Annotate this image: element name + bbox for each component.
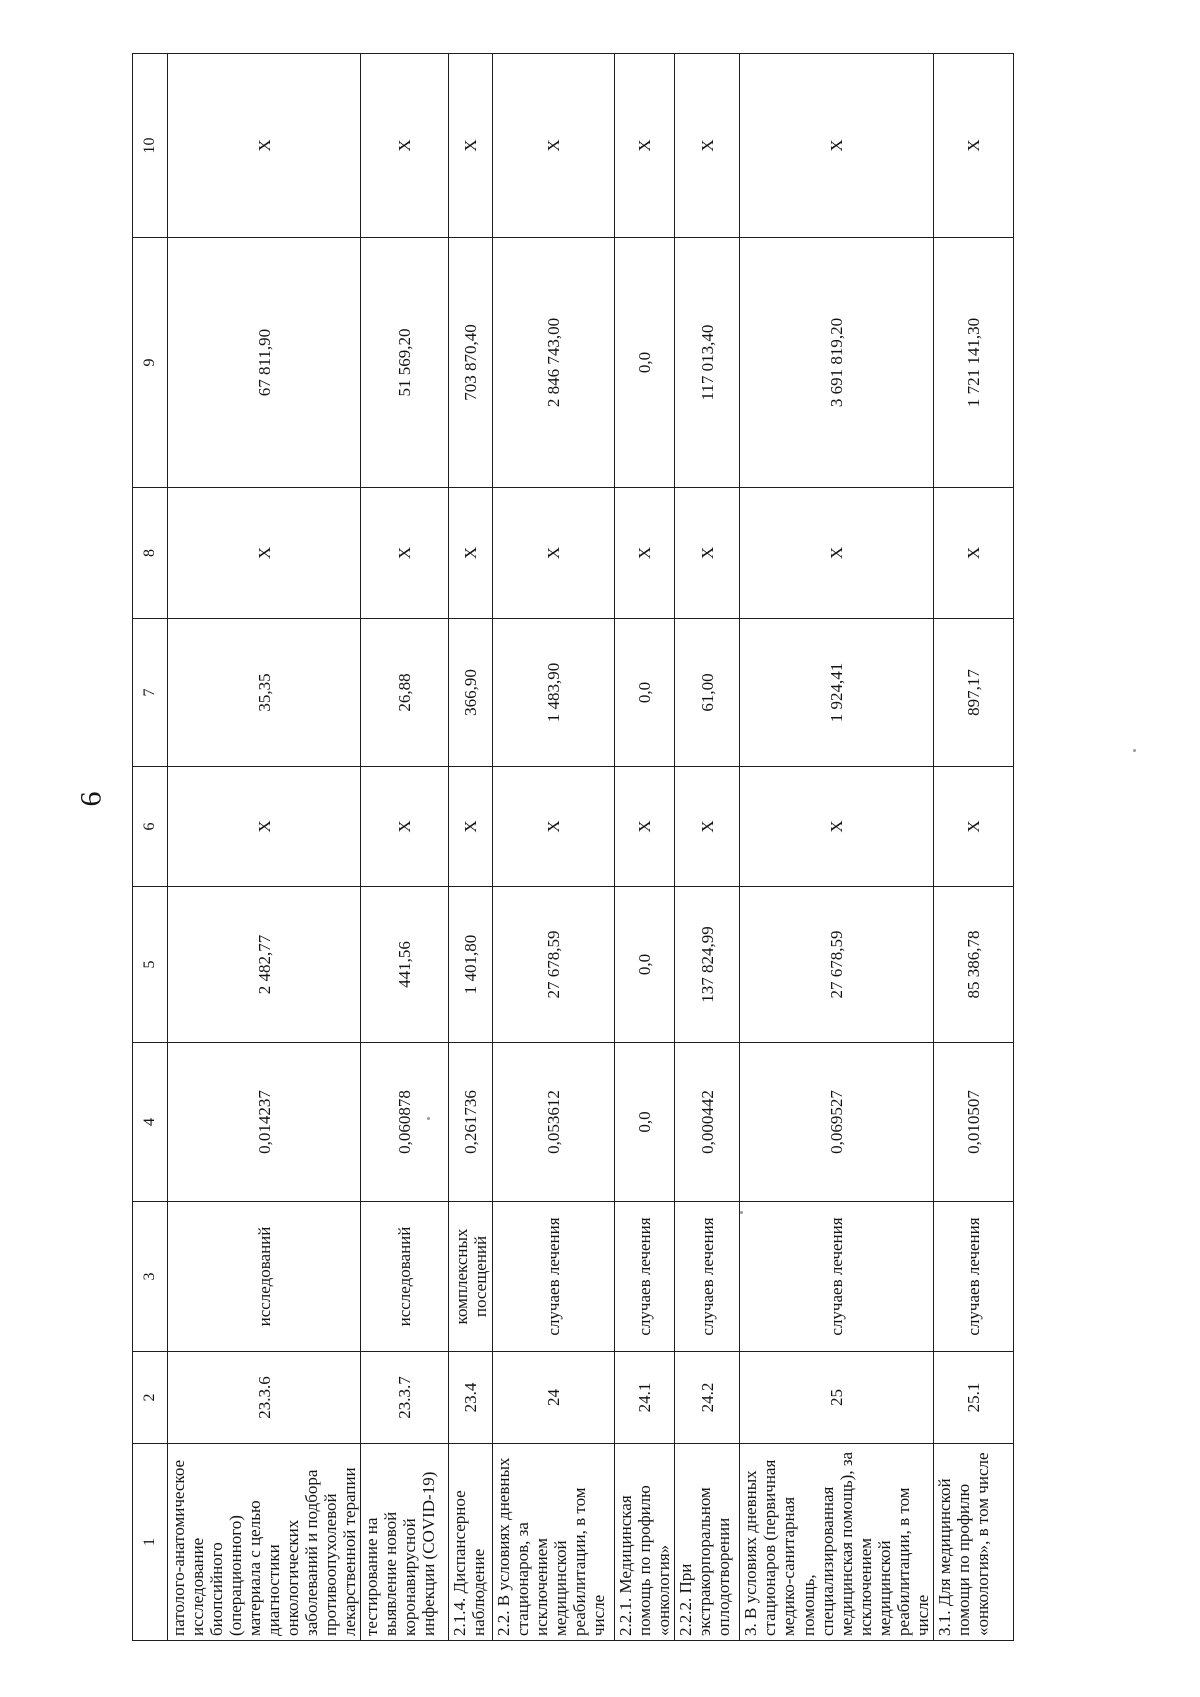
row-col8: X <box>675 488 740 619</box>
row-col10: X <box>168 54 361 238</box>
row-col7: 897,17 <box>933 619 1013 767</box>
row-col8: X <box>933 488 1013 619</box>
row-col10: X <box>933 54 1013 238</box>
row-code: 23.4 <box>449 1352 493 1444</box>
column-header-2: 2 <box>133 1352 168 1444</box>
column-header-3: 3 <box>133 1202 168 1352</box>
row-col6: X <box>361 767 449 887</box>
row-label: тестирование на выявление новой коронавирусной инфекции (COVID-19) <box>361 1444 449 1641</box>
row-col5: 27 678,59 <box>493 887 615 1043</box>
row-col7: 366,90 <box>449 619 493 767</box>
column-header-7: 7 <box>133 619 168 767</box>
row-col6: X <box>675 767 740 887</box>
row-col9: 51 569,20 <box>361 238 449 488</box>
row-col7: 1 924,41 <box>740 619 933 767</box>
row-col5: 2 482,77 <box>168 887 361 1043</box>
row-label: патолого-анатомическое исследование биопсийного (операционного) материала с целью диагностики онкологических заболеваний и подбора противоопухолевой лекарственной терапии <box>168 1444 361 1641</box>
table-row <box>933 54 1013 1641</box>
row-col9: 2 846 743,00 <box>493 238 615 488</box>
row-unit: случаев лечения <box>493 1202 615 1352</box>
row-col10: X <box>675 54 740 238</box>
row-col7: 61,00 <box>675 619 740 767</box>
row-unit: исследований <box>168 1202 361 1352</box>
row-code: 23.3.6 <box>168 1352 361 1444</box>
row-col9: 0,0 <box>615 238 675 488</box>
column-header-4: 4 <box>133 1043 168 1202</box>
row-col7: 0,0 <box>615 619 675 767</box>
table-row <box>740 54 933 1641</box>
row-col4: 0,069527 <box>740 1043 933 1202</box>
row-col10: X <box>493 54 615 238</box>
row-label: 3.1. Для медицинской помощи по профилю «онкология», в том числе <box>933 1444 1013 1641</box>
row-col4: 0,010507 <box>933 1043 1013 1202</box>
row-col9: 1 721 141,30 <box>933 238 1013 488</box>
column-header-5: 5 <box>133 887 168 1043</box>
row-col6: X <box>615 767 675 887</box>
row-col9: 703 870,40 <box>449 238 493 488</box>
row-code: 24.2 <box>675 1352 740 1444</box>
row-col7: 26,88 <box>361 619 449 767</box>
row-label: 3. В условиях дневных стационаров (первичная медико-санитарная помощь, специализированная медицинская помощь), за исключением медицинской реабилитации, в том числе <box>740 1444 933 1641</box>
column-header-9: 9 <box>133 238 168 488</box>
row-col4: 0,053612 <box>493 1043 615 1202</box>
row-col6: X <box>740 767 933 887</box>
row-col10: X <box>740 54 933 238</box>
row-col6: X <box>168 767 361 887</box>
row-code: 25.1 <box>933 1352 1013 1444</box>
row-col5: 441,56 <box>361 887 449 1043</box>
row-code: 25 <box>740 1352 933 1444</box>
row-col7: 1 483,90 <box>493 619 615 767</box>
row-unit: случаев лечения <box>615 1202 675 1352</box>
row-col7: 35,35 <box>168 619 361 767</box>
row-col8: X <box>449 488 493 619</box>
row-col10: X <box>361 54 449 238</box>
row-unit: комплексных посещений <box>449 1202 493 1352</box>
row-col5: 1 401,80 <box>449 887 493 1043</box>
row-col8: X <box>361 488 449 619</box>
row-unit: случаев лечения <box>675 1202 740 1352</box>
column-header-1: 1 <box>133 1444 168 1641</box>
row-code: 24 <box>493 1352 615 1444</box>
row-label: 2.2. В условиях дневных стационаров, за исключением медицинской реабилитации, в том числе <box>493 1444 615 1641</box>
column-header-8: 8 <box>133 488 168 619</box>
scan-speck <box>1133 749 1136 752</box>
row-unit: исследований <box>361 1202 449 1352</box>
row-col9: 67 811,90 <box>168 238 361 488</box>
scan-speck <box>427 1117 430 1120</box>
row-col9: 3 691 819,20 <box>740 238 933 488</box>
table-row <box>361 54 449 1641</box>
row-col4: 0,0 <box>615 1043 675 1202</box>
rotated-table-wrapper <box>132 54 992 1641</box>
row-unit: случаев лечения <box>740 1202 933 1352</box>
row-col4: 0,060878 <box>361 1043 449 1202</box>
column-header-6: 6 <box>133 767 168 887</box>
row-label: 2.2.2. При экстракорпоральном оплодотворении <box>675 1444 740 1641</box>
row-col8: X <box>615 488 675 619</box>
row-col8: X <box>168 488 361 619</box>
row-col10: X <box>449 54 493 238</box>
row-col5: 0,0 <box>615 887 675 1043</box>
row-col9: 117 013,40 <box>675 238 740 488</box>
row-col8: X <box>740 488 933 619</box>
row-col10: X <box>615 54 675 238</box>
row-col8: X <box>493 488 615 619</box>
row-label: 2.1.4. Диспансерное наблюдение <box>449 1444 493 1641</box>
row-col4: 0,014237 <box>168 1043 361 1202</box>
data-table <box>132 53 1014 1641</box>
scan-speck <box>740 1211 743 1214</box>
row-code: 23.3.7 <box>361 1352 449 1444</box>
row-col6: X <box>493 767 615 887</box>
table-row <box>449 54 493 1641</box>
row-col4: 0,000442 <box>675 1043 740 1202</box>
row-unit: случаев лечения <box>933 1202 1013 1352</box>
table-row <box>675 54 740 1641</box>
row-col4: 0,261736 <box>449 1043 493 1202</box>
table-row <box>168 54 361 1641</box>
row-label: 2.2.1. Медицинская помощь по профилю «онкология» <box>615 1444 675 1641</box>
page-number: 6 <box>74 791 108 807</box>
table-header-row <box>133 54 168 1641</box>
row-col5: 85 386,78 <box>933 887 1013 1043</box>
row-col5: 27 678,59 <box>740 887 933 1043</box>
table-row <box>493 54 615 1641</box>
row-code: 24.1 <box>615 1352 675 1444</box>
row-col6: X <box>933 767 1013 887</box>
column-header-10: 10 <box>133 54 168 238</box>
row-col5: 137 824,99 <box>675 887 740 1043</box>
table-row <box>615 54 675 1641</box>
row-col6: X <box>449 767 493 887</box>
